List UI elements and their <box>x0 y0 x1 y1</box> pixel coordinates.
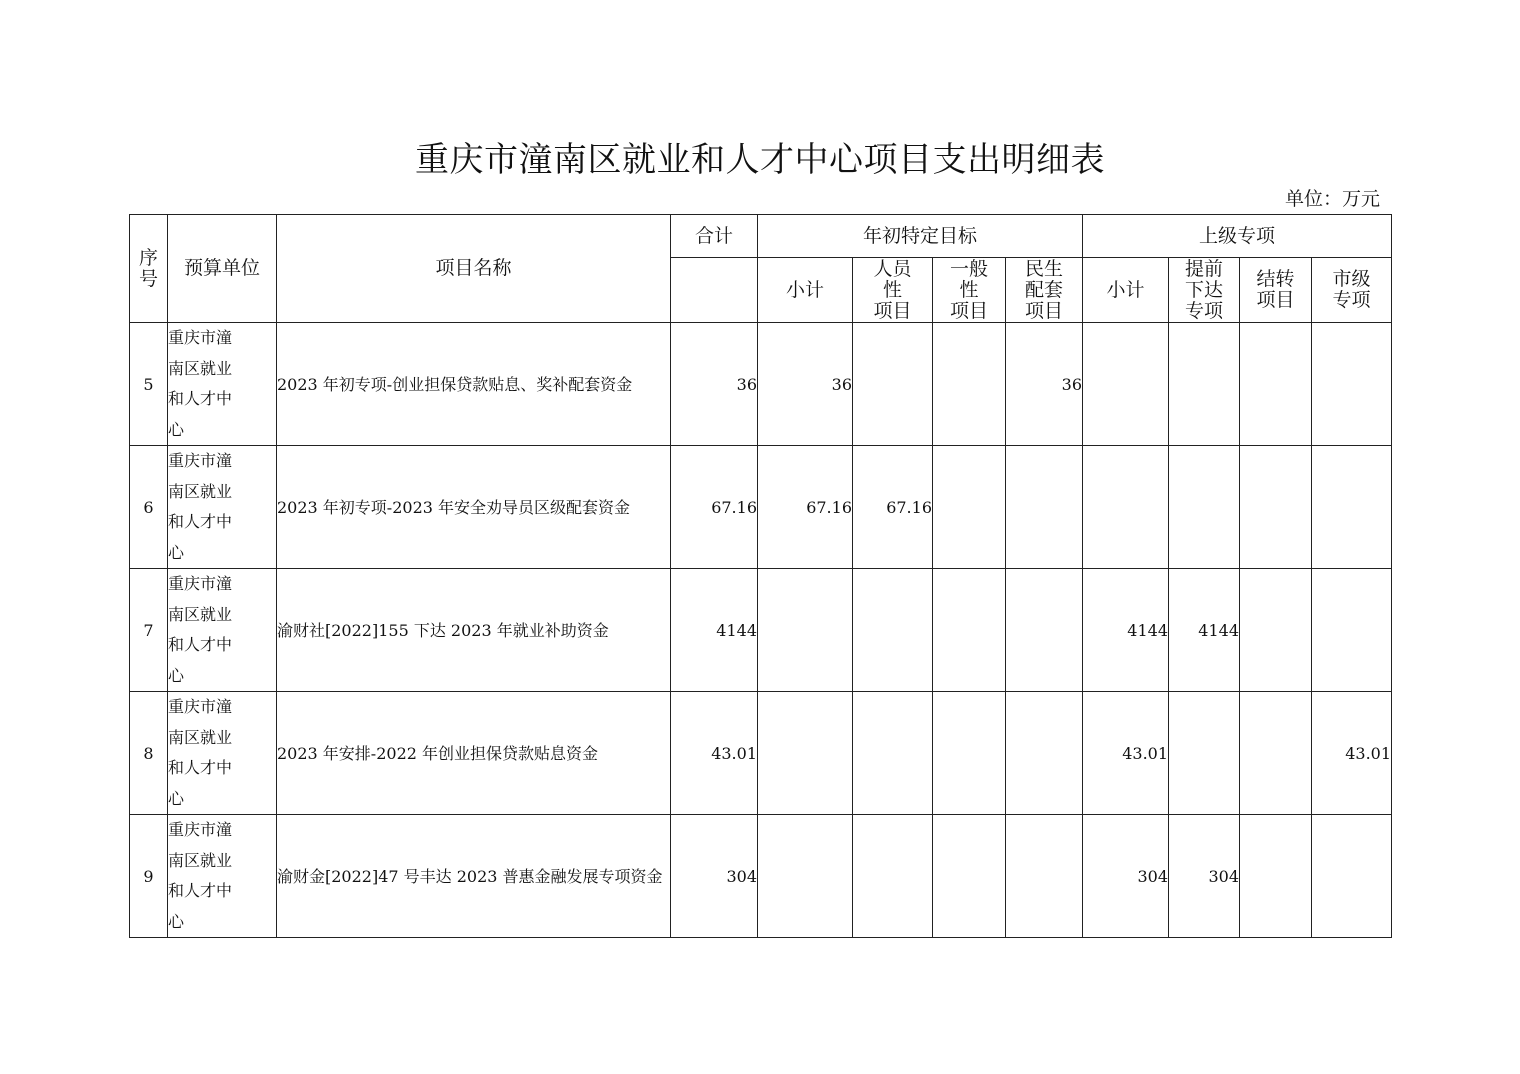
page-title: 重庆市潼南区就业和人才中心项目支出明细表 <box>415 140 1105 180</box>
cell-budget-unit-text: 重庆市潼南区就业和人才中心 <box>168 328 233 439</box>
cell-personnel <box>853 815 933 938</box>
cell-personnel: 67.16 <box>853 446 933 569</box>
table-row <box>130 692 1392 815</box>
table-row <box>130 323 1392 446</box>
cell-seq: 8 <box>130 692 168 815</box>
cell-carryover <box>1240 446 1312 569</box>
cell-budget-unit-text: 重庆市潼南区就业和人才中心 <box>168 820 233 931</box>
cell-carryover <box>1240 692 1312 815</box>
header-superior-subtotal: 小计 <box>1083 258 1169 323</box>
cell-project-name: 2023 年初专项-创业担保贷款贴息、奖补配套资金 <box>277 323 671 446</box>
cell-general <box>933 323 1006 446</box>
cell-annual-subtotal: 36 <box>758 323 853 446</box>
cell-seq: 9 <box>130 815 168 938</box>
cell-personnel <box>853 323 933 446</box>
cell-annual-subtotal <box>758 569 853 692</box>
cell-municipal <box>1312 815 1392 938</box>
cell-superior-subtotal <box>1083 323 1169 446</box>
table-row <box>130 815 1392 938</box>
cell-superior-subtotal <box>1083 446 1169 569</box>
header-advance: 提前 下达 专项 <box>1169 258 1240 323</box>
cell-livelihood <box>1006 569 1083 692</box>
header-livelihood: 民生 配套 项目 <box>1006 258 1083 323</box>
cell-total: 67.16 <box>671 446 758 569</box>
header-general: 一般 性 项目 <box>933 258 1006 323</box>
cell-superior-subtotal: 304 <box>1083 815 1169 938</box>
header-superior-special: 上级专项 <box>1083 215 1392 258</box>
table-row <box>130 446 1392 569</box>
cell-advance <box>1169 692 1240 815</box>
cell-advance: 4144 <box>1169 569 1240 692</box>
cell-municipal: 43.01 <box>1312 692 1392 815</box>
cell-carryover <box>1240 323 1312 446</box>
cell-general <box>933 692 1006 815</box>
header-row-top <box>130 215 1392 258</box>
header-project-name: 项目名称 <box>277 215 671 323</box>
cell-project-name: 渝财社[2022]155 下达 2023 年就业补助资金 <box>277 569 671 692</box>
cell-municipal <box>1312 446 1392 569</box>
cell-advance <box>1169 323 1240 446</box>
cell-annual-subtotal: 67.16 <box>758 446 853 569</box>
cell-personnel <box>853 569 933 692</box>
cell-total: 4144 <box>671 569 758 692</box>
table-row <box>130 569 1392 692</box>
cell-advance <box>1169 446 1240 569</box>
cell-livelihood <box>1006 815 1083 938</box>
cell-municipal <box>1312 323 1392 446</box>
cell-seq: 5 <box>130 323 168 446</box>
cell-livelihood: 36 <box>1006 323 1083 446</box>
header-annual-targets: 年初特定目标 <box>758 215 1083 258</box>
cell-general <box>933 569 1006 692</box>
cell-budget-unit-text: 重庆市潼南区就业和人才中心 <box>168 697 233 808</box>
cell-budget-unit-text: 重庆市潼南区就业和人才中心 <box>168 451 233 562</box>
cell-carryover <box>1240 569 1312 692</box>
header-carryover: 结转 项目 <box>1240 258 1312 323</box>
cell-annual-subtotal <box>758 815 853 938</box>
cell-seq: 7 <box>130 569 168 692</box>
cell-budget-unit-text: 重庆市潼南区就业和人才中心 <box>168 574 233 685</box>
cell-livelihood <box>1006 692 1083 815</box>
cell-municipal <box>1312 569 1392 692</box>
cell-seq: 6 <box>130 446 168 569</box>
unit-label: 单位：万元 <box>1284 188 1380 210</box>
cell-annual-subtotal <box>758 692 853 815</box>
header-personnel: 人员 性 项目 <box>853 258 933 323</box>
cell-budget-unit <box>168 692 277 815</box>
cell-superior-subtotal: 4144 <box>1083 569 1169 692</box>
cell-advance: 304 <box>1169 815 1240 938</box>
cell-total: 36 <box>671 323 758 446</box>
cell-superior-subtotal: 43.01 <box>1083 692 1169 815</box>
cell-project-name: 渝财金[2022]47 号丰达 2023 普惠金融发展专项资金 <box>277 815 671 938</box>
header-seq: 序 号 <box>130 215 168 323</box>
header-total: 合计 <box>671 215 758 258</box>
cell-project-name: 2023 年安排-2022 年创业担保贷款贴息资金 <box>277 692 671 815</box>
cell-personnel <box>853 692 933 815</box>
cell-total: 43.01 <box>671 692 758 815</box>
cell-carryover <box>1240 815 1312 938</box>
cell-total: 304 <box>671 815 758 938</box>
cell-project-name: 2023 年初专项-2023 年安全劝导员区级配套资金 <box>277 446 671 569</box>
header-municipal: 市级 专项 <box>1312 258 1392 323</box>
cell-budget-unit <box>168 323 277 446</box>
cell-budget-unit <box>168 569 277 692</box>
cell-budget-unit <box>168 446 277 569</box>
header-annual-subtotal: 小计 <box>758 258 853 323</box>
project-expenditure-table <box>129 214 1392 938</box>
cell-budget-unit <box>168 815 277 938</box>
cell-general <box>933 815 1006 938</box>
header-budget-unit: 预算单位 <box>168 215 277 323</box>
cell-general <box>933 446 1006 569</box>
cell-livelihood <box>1006 446 1083 569</box>
header-total-sub <box>671 258 758 323</box>
